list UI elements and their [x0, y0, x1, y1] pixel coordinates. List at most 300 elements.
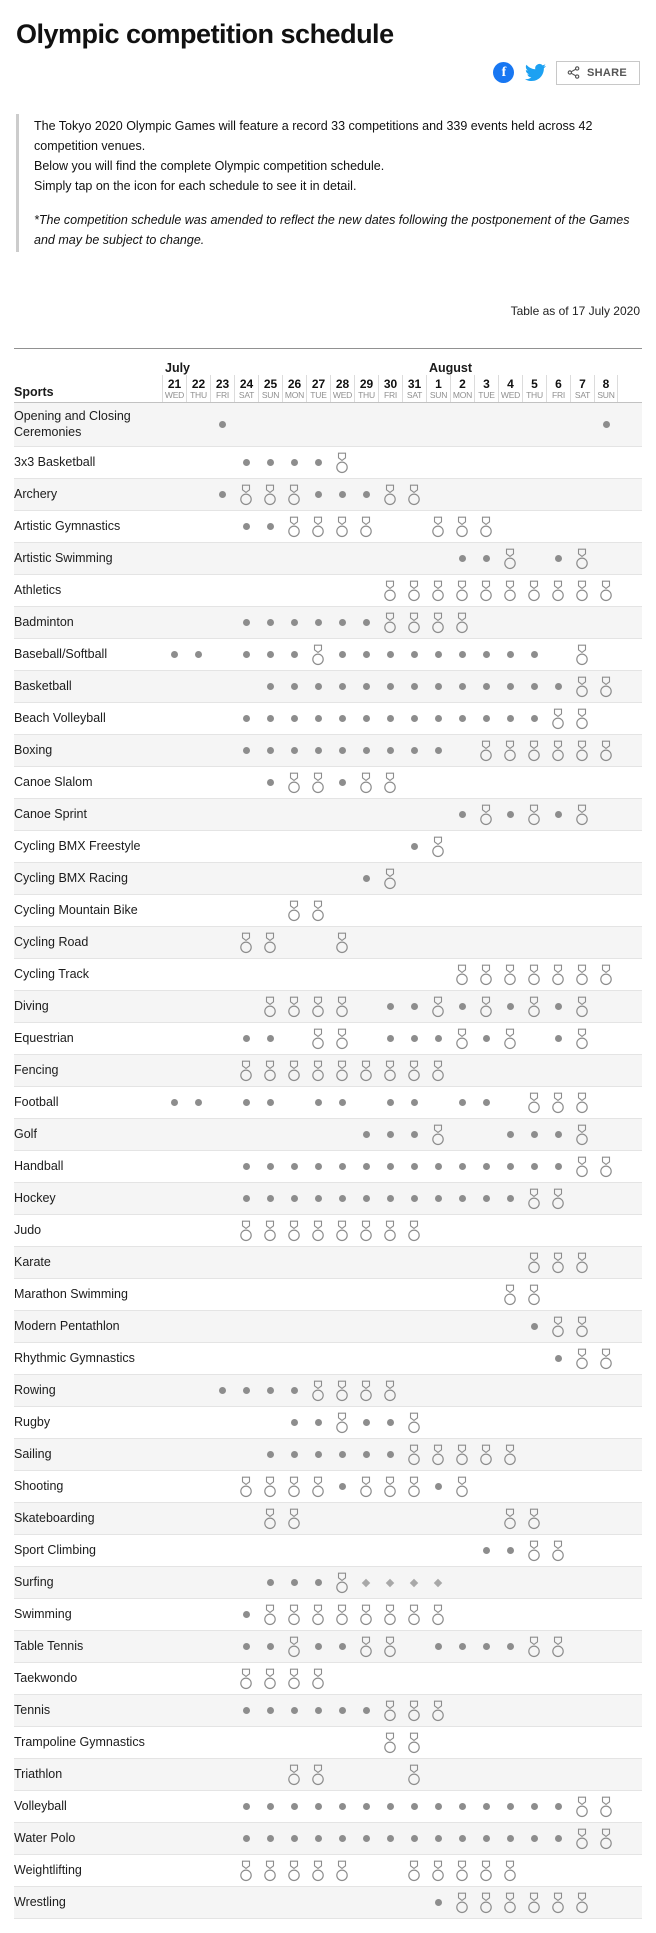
event-day-dot[interactable] [243, 1099, 250, 1106]
event-day-dot[interactable] [507, 683, 514, 690]
event-day-dot[interactable] [387, 1419, 394, 1426]
medal-day-icon[interactable] [599, 1796, 613, 1818]
medal-day-icon[interactable] [407, 1764, 421, 1786]
event-day-dot[interactable] [483, 555, 490, 562]
medal-day-icon[interactable] [575, 580, 589, 602]
medal-day-icon[interactable] [239, 1476, 253, 1498]
medal-day-icon[interactable] [335, 1028, 349, 1050]
medal-day-icon[interactable] [311, 1668, 325, 1690]
medal-day-icon[interactable] [503, 548, 517, 570]
medal-day-icon[interactable] [551, 708, 565, 730]
event-day-dot[interactable] [483, 683, 490, 690]
event-day-dot[interactable] [387, 715, 394, 722]
event-day-dot[interactable] [339, 491, 346, 498]
event-day-dot[interactable] [243, 1163, 250, 1170]
event-day-dot[interactable] [387, 1003, 394, 1010]
event-day-dot[interactable] [435, 651, 442, 658]
event-day-dot[interactable] [435, 1643, 442, 1650]
medal-day-icon[interactable] [239, 1060, 253, 1082]
event-day-dot[interactable] [267, 715, 274, 722]
event-day-dot[interactable] [171, 651, 178, 658]
medal-day-icon[interactable] [359, 772, 373, 794]
event-day-dot[interactable] [315, 1643, 322, 1650]
event-day-dot[interactable] [267, 1579, 274, 1586]
medal-day-icon[interactable] [335, 1220, 349, 1242]
event-day-dot[interactable] [315, 459, 322, 466]
event-day-dot[interactable] [363, 619, 370, 626]
medal-day-icon[interactable] [599, 1348, 613, 1370]
medal-day-icon[interactable] [455, 516, 469, 538]
event-day-dot[interactable] [483, 1099, 490, 1106]
event-day-dot[interactable] [243, 619, 250, 626]
event-day-dot[interactable] [387, 1131, 394, 1138]
medal-day-icon[interactable] [431, 612, 445, 634]
event-day-dot[interactable] [243, 747, 250, 754]
medal-day-icon[interactable] [359, 1604, 373, 1626]
event-day-dot[interactable] [267, 1195, 274, 1202]
event-day-dot[interactable] [339, 715, 346, 722]
medal-day-icon[interactable] [383, 484, 397, 506]
event-day-dot[interactable] [339, 1451, 346, 1458]
event-day-dot[interactable] [531, 1163, 538, 1170]
medal-day-icon[interactable] [407, 1220, 421, 1242]
event-day-dot[interactable] [507, 1195, 514, 1202]
facebook-share-button[interactable] [492, 61, 516, 85]
medal-day-icon[interactable] [599, 580, 613, 602]
event-day-dot[interactable] [387, 1835, 394, 1842]
tentative-day-diamond[interactable] [434, 1578, 442, 1586]
event-day-dot[interactable] [531, 1131, 538, 1138]
event-day-dot[interactable] [315, 1195, 322, 1202]
event-day-dot[interactable] [459, 683, 466, 690]
medal-day-icon[interactable] [575, 1124, 589, 1146]
event-day-dot[interactable] [267, 1707, 274, 1714]
event-day-dot[interactable] [267, 1099, 274, 1106]
medal-day-icon[interactable] [407, 1604, 421, 1626]
event-day-dot[interactable] [315, 1099, 322, 1106]
event-day-dot[interactable] [267, 1035, 274, 1042]
event-day-dot[interactable] [219, 491, 226, 498]
medal-day-icon[interactable] [287, 1636, 301, 1658]
medal-day-icon[interactable] [311, 1028, 325, 1050]
event-day-dot[interactable] [267, 619, 274, 626]
event-day-dot[interactable] [387, 1803, 394, 1810]
medal-day-icon[interactable] [599, 964, 613, 986]
event-day-dot[interactable] [315, 715, 322, 722]
medal-day-icon[interactable] [455, 580, 469, 602]
medal-day-icon[interactable] [503, 1284, 517, 1306]
event-day-dot[interactable] [291, 1451, 298, 1458]
medal-day-icon[interactable] [239, 484, 253, 506]
medal-day-icon[interactable] [407, 1700, 421, 1722]
event-day-dot[interactable] [291, 1387, 298, 1394]
event-day-dot[interactable] [267, 1803, 274, 1810]
medal-day-icon[interactable] [335, 1380, 349, 1402]
medal-day-icon[interactable] [527, 1284, 541, 1306]
medal-day-icon[interactable] [335, 1060, 349, 1082]
medal-day-icon[interactable] [407, 580, 421, 602]
event-day-dot[interactable] [435, 1163, 442, 1170]
event-day-dot[interactable] [411, 1835, 418, 1842]
event-day-dot[interactable] [363, 1803, 370, 1810]
twitter-share-button[interactable] [524, 61, 548, 85]
medal-day-icon[interactable] [575, 1156, 589, 1178]
medal-day-icon[interactable] [311, 996, 325, 1018]
medal-day-icon[interactable] [455, 1028, 469, 1050]
medal-day-icon[interactable] [527, 580, 541, 602]
event-day-dot[interactable] [339, 651, 346, 658]
medal-day-icon[interactable] [335, 516, 349, 538]
event-day-dot[interactable] [339, 1195, 346, 1202]
event-day-dot[interactable] [435, 1483, 442, 1490]
medal-day-icon[interactable] [575, 1316, 589, 1338]
event-day-dot[interactable] [339, 1099, 346, 1106]
event-day-dot[interactable] [387, 1163, 394, 1170]
event-day-dot[interactable] [315, 491, 322, 498]
medal-day-icon[interactable] [431, 1700, 445, 1722]
medal-day-icon[interactable] [383, 1700, 397, 1722]
medal-day-icon[interactable] [335, 1572, 349, 1594]
medal-day-icon[interactable] [479, 996, 493, 1018]
medal-day-icon[interactable] [431, 1060, 445, 1082]
event-day-dot[interactable] [315, 1579, 322, 1586]
medal-day-icon[interactable] [575, 548, 589, 570]
event-day-dot[interactable] [411, 651, 418, 658]
event-day-dot[interactable] [435, 1195, 442, 1202]
event-day-dot[interactable] [243, 1035, 250, 1042]
event-day-dot[interactable] [507, 1547, 514, 1554]
medal-day-icon[interactable] [383, 1732, 397, 1754]
medal-day-icon[interactable] [407, 612, 421, 634]
event-day-dot[interactable] [411, 1131, 418, 1138]
medal-day-icon[interactable] [263, 1060, 277, 1082]
event-day-dot[interactable] [555, 683, 562, 690]
event-day-dot[interactable] [363, 715, 370, 722]
event-day-dot[interactable] [387, 747, 394, 754]
medal-day-icon[interactable] [551, 1252, 565, 1274]
event-day-dot[interactable] [363, 747, 370, 754]
event-day-dot[interactable] [243, 459, 250, 466]
medal-day-icon[interactable] [503, 1892, 517, 1914]
medal-day-icon[interactable] [287, 1060, 301, 1082]
medal-day-icon[interactable] [311, 1220, 325, 1242]
event-day-dot[interactable] [267, 1163, 274, 1170]
event-day-dot[interactable] [483, 1547, 490, 1554]
share-button[interactable] [556, 61, 640, 85]
medal-day-icon[interactable] [455, 1860, 469, 1882]
medal-day-icon[interactable] [335, 932, 349, 954]
medal-day-icon[interactable] [455, 612, 469, 634]
medal-day-icon[interactable] [383, 1220, 397, 1242]
event-day-dot[interactable] [291, 747, 298, 754]
medal-day-icon[interactable] [287, 1860, 301, 1882]
medal-day-icon[interactable] [479, 804, 493, 826]
event-day-dot[interactable] [411, 683, 418, 690]
medal-day-icon[interactable] [383, 580, 397, 602]
medal-day-icon[interactable] [407, 1412, 421, 1434]
event-day-dot[interactable] [291, 459, 298, 466]
medal-day-icon[interactable] [311, 516, 325, 538]
event-day-dot[interactable] [411, 1035, 418, 1042]
medal-day-icon[interactable] [551, 1892, 565, 1914]
event-day-dot[interactable] [363, 651, 370, 658]
event-day-dot[interactable] [459, 811, 466, 818]
medal-day-icon[interactable] [383, 1476, 397, 1498]
event-day-dot[interactable] [459, 1163, 466, 1170]
event-day-dot[interactable] [507, 1131, 514, 1138]
event-day-dot[interactable] [315, 1163, 322, 1170]
medal-day-icon[interactable] [431, 1444, 445, 1466]
medal-day-icon[interactable] [575, 996, 589, 1018]
event-day-dot[interactable] [267, 1451, 274, 1458]
event-day-dot[interactable] [291, 683, 298, 690]
event-day-dot[interactable] [339, 747, 346, 754]
medal-day-icon[interactable] [239, 1220, 253, 1242]
event-day-dot[interactable] [315, 1803, 322, 1810]
event-day-dot[interactable] [555, 555, 562, 562]
medal-day-icon[interactable] [575, 644, 589, 666]
medal-day-icon[interactable] [311, 900, 325, 922]
medal-day-icon[interactable] [551, 964, 565, 986]
medal-day-icon[interactable] [239, 1860, 253, 1882]
event-day-dot[interactable] [219, 1387, 226, 1394]
medal-day-icon[interactable] [311, 1764, 325, 1786]
medal-day-icon[interactable] [575, 676, 589, 698]
medal-day-icon[interactable] [575, 1892, 589, 1914]
medal-day-icon[interactable] [287, 772, 301, 794]
medal-day-icon[interactable] [575, 1252, 589, 1274]
medal-day-icon[interactable] [311, 1380, 325, 1402]
event-day-dot[interactable] [507, 715, 514, 722]
event-day-dot[interactable] [387, 1035, 394, 1042]
medal-day-icon[interactable] [551, 580, 565, 602]
medal-day-icon[interactable] [383, 1604, 397, 1626]
medal-day-icon[interactable] [479, 964, 493, 986]
medal-day-icon[interactable] [503, 740, 517, 762]
event-day-dot[interactable] [267, 747, 274, 754]
event-day-dot[interactable] [291, 1419, 298, 1426]
event-day-dot[interactable] [411, 843, 418, 850]
event-day-dot[interactable] [435, 1035, 442, 1042]
medal-day-icon[interactable] [479, 516, 493, 538]
event-day-dot[interactable] [387, 1195, 394, 1202]
medal-day-icon[interactable] [311, 1476, 325, 1498]
event-day-dot[interactable] [483, 1835, 490, 1842]
event-day-dot[interactable] [315, 1451, 322, 1458]
medal-day-icon[interactable] [455, 964, 469, 986]
event-day-dot[interactable] [243, 523, 250, 530]
event-day-dot[interactable] [339, 1835, 346, 1842]
medal-day-icon[interactable] [503, 964, 517, 986]
event-day-dot[interactable] [339, 1483, 346, 1490]
event-day-dot[interactable] [291, 1163, 298, 1170]
event-day-dot[interactable] [267, 683, 274, 690]
medal-day-icon[interactable] [527, 1540, 541, 1562]
event-day-dot[interactable] [219, 421, 226, 428]
medal-day-icon[interactable] [263, 996, 277, 1018]
event-day-dot[interactable] [339, 1707, 346, 1714]
medal-day-icon[interactable] [431, 580, 445, 602]
medal-day-icon[interactable] [455, 1476, 469, 1498]
medal-day-icon[interactable] [431, 836, 445, 858]
medal-day-icon[interactable] [431, 1124, 445, 1146]
event-day-dot[interactable] [315, 1707, 322, 1714]
event-day-dot[interactable] [555, 1035, 562, 1042]
event-day-dot[interactable] [507, 1835, 514, 1842]
medal-day-icon[interactable] [527, 996, 541, 1018]
medal-day-icon[interactable] [335, 996, 349, 1018]
medal-day-icon[interactable] [263, 484, 277, 506]
event-day-dot[interactable] [435, 715, 442, 722]
event-day-dot[interactable] [315, 683, 322, 690]
medal-day-icon[interactable] [383, 1060, 397, 1082]
event-day-dot[interactable] [243, 1835, 250, 1842]
event-day-dot[interactable] [459, 1643, 466, 1650]
event-day-dot[interactable] [363, 875, 370, 882]
medal-day-icon[interactable] [263, 1220, 277, 1242]
event-day-dot[interactable] [315, 1835, 322, 1842]
medal-day-icon[interactable] [263, 1508, 277, 1530]
event-day-dot[interactable] [243, 1195, 250, 1202]
event-day-dot[interactable] [363, 1131, 370, 1138]
medal-day-icon[interactable] [359, 516, 373, 538]
medal-day-icon[interactable] [503, 1444, 517, 1466]
medal-day-icon[interactable] [359, 1380, 373, 1402]
medal-day-icon[interactable] [407, 1860, 421, 1882]
medal-day-icon[interactable] [527, 964, 541, 986]
medal-day-icon[interactable] [407, 1444, 421, 1466]
event-day-dot[interactable] [291, 1195, 298, 1202]
event-day-dot[interactable] [531, 1323, 538, 1330]
event-day-dot[interactable] [411, 715, 418, 722]
medal-day-icon[interactable] [575, 708, 589, 730]
event-day-dot[interactable] [339, 1643, 346, 1650]
event-day-dot[interactable] [531, 651, 538, 658]
medal-day-icon[interactable] [575, 1796, 589, 1818]
event-day-dot[interactable] [195, 651, 202, 658]
event-day-dot[interactable] [291, 715, 298, 722]
medal-day-icon[interactable] [239, 1668, 253, 1690]
event-day-dot[interactable] [339, 619, 346, 626]
medal-day-icon[interactable] [407, 1476, 421, 1498]
event-day-dot[interactable] [531, 1803, 538, 1810]
medal-day-icon[interactable] [479, 740, 493, 762]
medal-day-icon[interactable] [503, 1028, 517, 1050]
event-day-dot[interactable] [483, 715, 490, 722]
event-day-dot[interactable] [243, 1643, 250, 1650]
event-day-dot[interactable] [411, 1803, 418, 1810]
event-day-dot[interactable] [171, 1099, 178, 1106]
medal-day-icon[interactable] [359, 1060, 373, 1082]
event-day-dot[interactable] [243, 1707, 250, 1714]
event-day-dot[interactable] [387, 1099, 394, 1106]
medal-day-icon[interactable] [287, 996, 301, 1018]
event-day-dot[interactable] [483, 1643, 490, 1650]
medal-day-icon[interactable] [263, 1860, 277, 1882]
event-day-dot[interactable] [363, 491, 370, 498]
medal-day-icon[interactable] [599, 1828, 613, 1850]
medal-day-icon[interactable] [407, 484, 421, 506]
medal-day-icon[interactable] [551, 1636, 565, 1658]
event-day-dot[interactable] [435, 1803, 442, 1810]
event-day-dot[interactable] [483, 1035, 490, 1042]
medal-day-icon[interactable] [383, 772, 397, 794]
tentative-day-diamond[interactable] [410, 1578, 418, 1586]
event-day-dot[interactable] [339, 1803, 346, 1810]
medal-day-icon[interactable] [575, 1028, 589, 1050]
event-day-dot[interactable] [315, 619, 322, 626]
event-day-dot[interactable] [507, 811, 514, 818]
event-day-dot[interactable] [411, 1099, 418, 1106]
event-day-dot[interactable] [411, 747, 418, 754]
medal-day-icon[interactable] [359, 1476, 373, 1498]
medal-day-icon[interactable] [383, 868, 397, 890]
event-day-dot[interactable] [339, 779, 346, 786]
medal-day-icon[interactable] [335, 452, 349, 474]
medal-day-icon[interactable] [599, 1156, 613, 1178]
medal-day-icon[interactable] [431, 1604, 445, 1626]
event-day-dot[interactable] [291, 651, 298, 658]
medal-day-icon[interactable] [479, 1860, 493, 1882]
medal-day-icon[interactable] [479, 580, 493, 602]
medal-day-icon[interactable] [263, 1604, 277, 1626]
event-day-dot[interactable] [291, 1803, 298, 1810]
event-day-dot[interactable] [363, 1195, 370, 1202]
medal-day-icon[interactable] [431, 516, 445, 538]
event-day-dot[interactable] [363, 1835, 370, 1842]
medal-day-icon[interactable] [479, 1892, 493, 1914]
event-day-dot[interactable] [267, 523, 274, 530]
medal-day-icon[interactable] [551, 1188, 565, 1210]
medal-day-icon[interactable] [287, 1476, 301, 1498]
event-day-dot[interactable] [459, 1195, 466, 1202]
medal-day-icon[interactable] [383, 612, 397, 634]
event-day-dot[interactable] [363, 1163, 370, 1170]
event-day-dot[interactable] [459, 1803, 466, 1810]
medal-day-icon[interactable] [359, 1636, 373, 1658]
event-day-dot[interactable] [387, 683, 394, 690]
tentative-day-diamond[interactable] [362, 1578, 370, 1586]
event-day-dot[interactable] [315, 747, 322, 754]
event-day-dot[interactable] [531, 1835, 538, 1842]
event-day-dot[interactable] [267, 651, 274, 658]
event-day-dot[interactable] [411, 1195, 418, 1202]
medal-day-icon[interactable] [455, 1444, 469, 1466]
event-day-dot[interactable] [411, 1003, 418, 1010]
medal-day-icon[interactable] [575, 804, 589, 826]
event-day-dot[interactable] [483, 1195, 490, 1202]
event-day-dot[interactable] [531, 715, 538, 722]
event-day-dot[interactable] [507, 1003, 514, 1010]
medal-day-icon[interactable] [263, 1476, 277, 1498]
event-day-dot[interactable] [363, 683, 370, 690]
event-day-dot[interactable] [435, 747, 442, 754]
event-day-dot[interactable] [555, 1803, 562, 1810]
event-day-dot[interactable] [459, 651, 466, 658]
event-day-dot[interactable] [507, 1163, 514, 1170]
medal-day-icon[interactable] [575, 1828, 589, 1850]
medal-day-icon[interactable] [359, 1220, 373, 1242]
event-day-dot[interactable] [267, 459, 274, 466]
medal-day-icon[interactable] [311, 644, 325, 666]
medal-day-icon[interactable] [287, 900, 301, 922]
event-day-dot[interactable] [267, 1835, 274, 1842]
medal-day-icon[interactable] [311, 1860, 325, 1882]
event-day-dot[interactable] [411, 1163, 418, 1170]
medal-day-icon[interactable] [599, 740, 613, 762]
medal-day-icon[interactable] [263, 932, 277, 954]
event-day-dot[interactable] [267, 779, 274, 786]
